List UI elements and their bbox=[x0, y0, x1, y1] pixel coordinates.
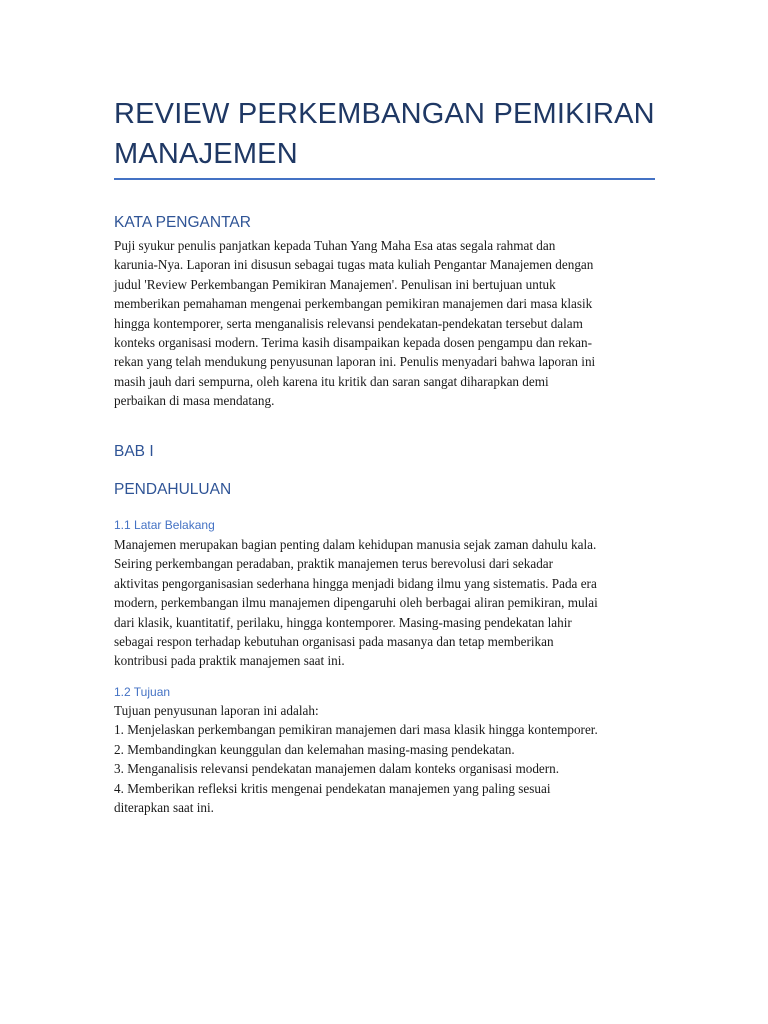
list-item-continuation: diterapkan saat ini. bbox=[114, 800, 214, 816]
text-line: judul 'Review Perkembangan Pemikiran Manajemen'. Penulisan ini bertujuan untuk bbox=[114, 276, 556, 292]
heading-latar-belakang: 1.1 Latar Belakang bbox=[114, 518, 215, 532]
title-underline bbox=[114, 178, 655, 180]
heading-bab-1: BAB I bbox=[114, 443, 154, 460]
list-item: 1. Menjelaskan perkembangan pemikiran manajemen dari masa klasik hingga kontemporer. bbox=[114, 722, 598, 738]
text-line: Seiring perkembangan peradaban, praktik manajemen terus berevolusi dari sekadar bbox=[114, 556, 554, 572]
text-line: aktivitas pengorganisasian sederhana hingga menjadi bidang ilmu yang sistematis. Pada era bbox=[114, 575, 597, 591]
list-item: 4. Memberikan refleksi kritis mengenai pendekatan manajemen yang paling sesuai bbox=[114, 780, 551, 796]
text-line: Tujuan penyusunan laporan ini adalah: bbox=[114, 703, 319, 718]
heading-tujuan: 1.2 Tujuan bbox=[114, 685, 171, 699]
list-item: 2. Membandingkan keunggulan dan kelemahan masing-masing pendekatan. bbox=[114, 741, 515, 757]
text-line: kontribusi pada praktik manajemen saat ini. bbox=[114, 653, 345, 669]
text-line: konteks organisasi modern. Terima kasih disampaikan kepada dosen pengampu dan rekan- bbox=[114, 335, 592, 351]
text-line: karunia-Nya. Laporan ini disusun sebagai tugas mata kuliah Pengantar Manajemen dengan bbox=[114, 257, 594, 273]
paragraph-latar-belakang bbox=[114, 535, 662, 671]
text-line: memberikan pemahaman mengenai perkembangan pemikiran manajemen dari masa klasik bbox=[114, 296, 593, 312]
text-line: Puji syukur penulis panjatkan kepada Tuhan Yang Maha Esa atas segala rahmat dan bbox=[114, 238, 556, 253]
paragraph-tujuan bbox=[114, 701, 662, 817]
document-title-line: MANAJEMEN bbox=[114, 138, 298, 170]
document-title-line: REVIEW PERKEMBANGAN PEMIKIRAN bbox=[114, 98, 655, 130]
text-line: hingga kontemporer, serta menganalisis relevansi pendekatan-pendekatan tersebut dalam bbox=[114, 315, 583, 331]
list-item: 3. Menganalisis relevansi pendekatan manajemen dalam konteks organisasi modern. bbox=[114, 761, 560, 777]
text-line: perbaikan di masa mendatang. bbox=[114, 393, 275, 409]
text-line: sebagai respon terhadap kebutuhan organisasi pada masanya dan tetap memberikan bbox=[114, 634, 554, 650]
paragraph-kata-pengantar bbox=[114, 236, 662, 411]
text-line: Manajemen merupakan bagian penting dalam kehidupan manusia sejak zaman dahulu kala. bbox=[114, 537, 597, 552]
heading-kata-pengantar: KATA PENGANTAR bbox=[114, 214, 251, 231]
heading-pendahuluan: PENDAHULUAN bbox=[114, 481, 232, 498]
text-line: masih jauh dari sempurna, oleh karena itu kritik dan saran sangat diharapkan demi bbox=[114, 373, 549, 389]
document-title bbox=[114, 94, 656, 174]
text-line: dari klasik, kuantitatif, perilaku, hingga kontemporer. Masing-masing pendekatan lahir bbox=[114, 614, 572, 630]
text-line: rekan yang telah mendukung penyusunan laporan ini. Penulis menyadari bahwa laporan ini bbox=[114, 354, 596, 370]
text-line: modern, perkembangan ilmu manajemen dipengaruhi oleh berbagai aliran pemikiran, mulai bbox=[114, 595, 598, 611]
